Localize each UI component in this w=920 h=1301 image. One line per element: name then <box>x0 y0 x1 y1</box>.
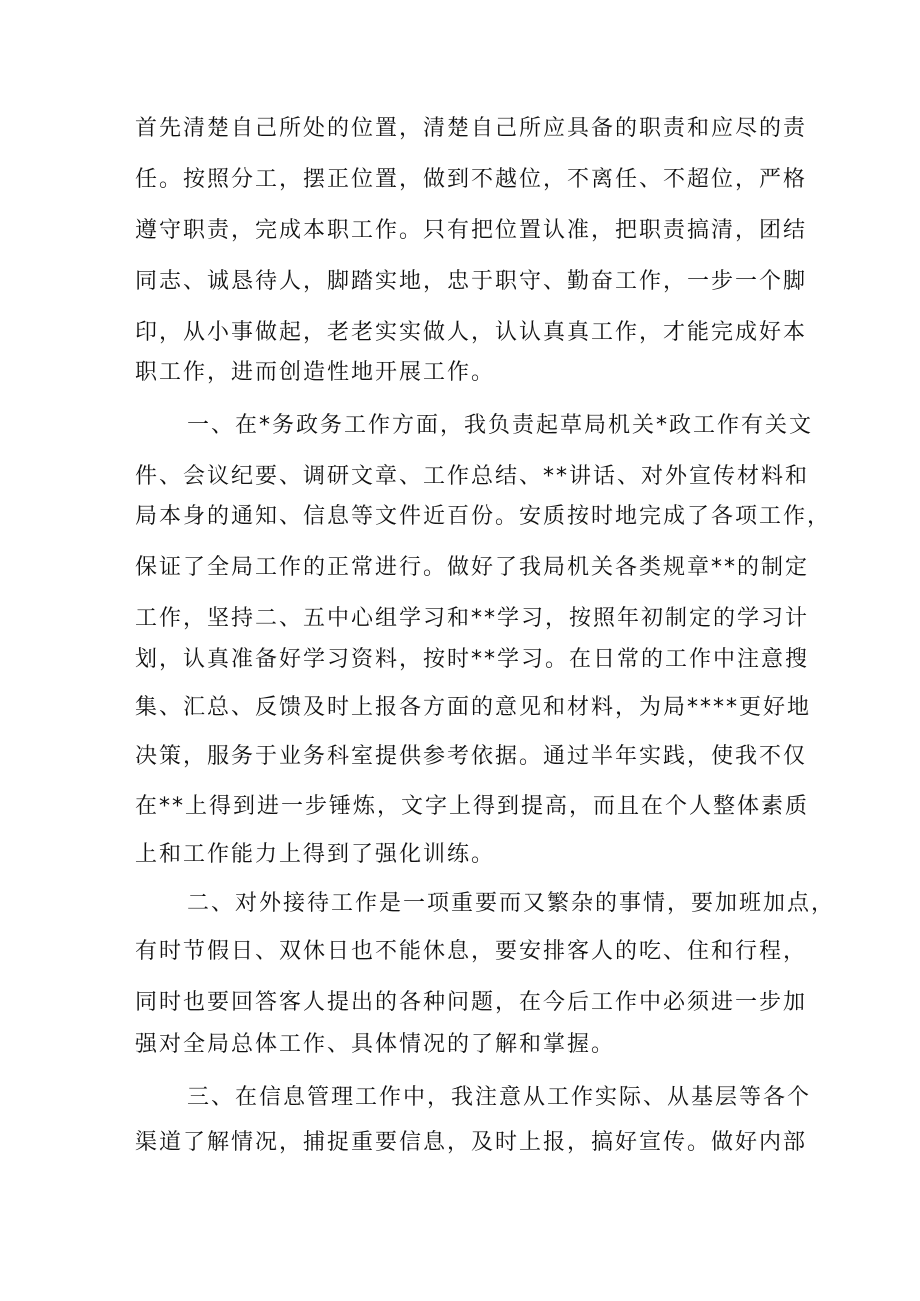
text-line: 局本身的通知、信息等文件近百份。安质按时地完成了各项工作， <box>135 504 832 529</box>
text-line: 任。按照分工，摆正位置，做到不越位，不离任、不超位，严格 <box>135 167 808 192</box>
text-line: 同志、诚恳待人，脚踏实地，忠于职守、勤奋工作，一步一个脚 <box>135 269 808 294</box>
text-line: 二、对外接待工作是一项重要而又繁杂的事情，要加班加点， <box>187 891 836 916</box>
text-line: 上和工作能力上得到了强化训练。 <box>135 842 496 867</box>
text-line: 工作，坚持二、五中心组学习和**学习，按照年初制定的学习计 <box>135 606 810 631</box>
text-line: 决策，服务于业务科室提供参考依据。通过半年实践，使我不仅 <box>135 744 808 769</box>
text-line: 首先清楚自己所处的位置，清楚自己所应具备的职责和应尽的责 <box>135 116 808 141</box>
text-line: 划，认真准备好学习资料，按时**学习。在日常的工作中注意搜 <box>135 647 810 672</box>
text-line: 件、会议纪要、调研文章、工作总结、**讲话、对外宣传材料和 <box>135 464 810 489</box>
text-line: 一、在*务政务工作方面，我负责起草局机关*政工作有关文 <box>187 413 814 438</box>
text-line: 印，从小事做起，老老实实做人，认认真真工作，才能完成好本 <box>135 320 808 345</box>
text-line: 集、汇总、反馈及时上报各方面的意见和材料，为局****更好地 <box>135 695 812 720</box>
text-line: 保证了全局工作的正常进行。做好了我局机关各类规章**的制定 <box>135 555 810 580</box>
text-line: 职工作，进而创造性地开展工作。 <box>135 360 496 385</box>
text-line: 三、在信息管理工作中，我注意从工作实际、从基层等各个 <box>187 1085 812 1110</box>
text-line: 同时也要回答客人提出的各种问题，在今后工作中必须进一步加 <box>135 990 808 1015</box>
text-line: 在**上得到进一步锤炼，文字上得到提高，而且在个人整体素质 <box>135 794 810 819</box>
text-line: 渠道了解情况，捕捉重要信息，及时上报，搞好宣传。做好内部 <box>135 1130 808 1155</box>
text-line: 强对全局总体工作、具体情况的了解和掌握。 <box>135 1032 616 1057</box>
text-line: 有时节假日、双休日也不能休息，要安排客人的吃、住和行程， <box>135 939 808 964</box>
text-line: 遵守职责，完成本职工作。只有把位置认准，把职责搞清，团结 <box>135 218 808 243</box>
